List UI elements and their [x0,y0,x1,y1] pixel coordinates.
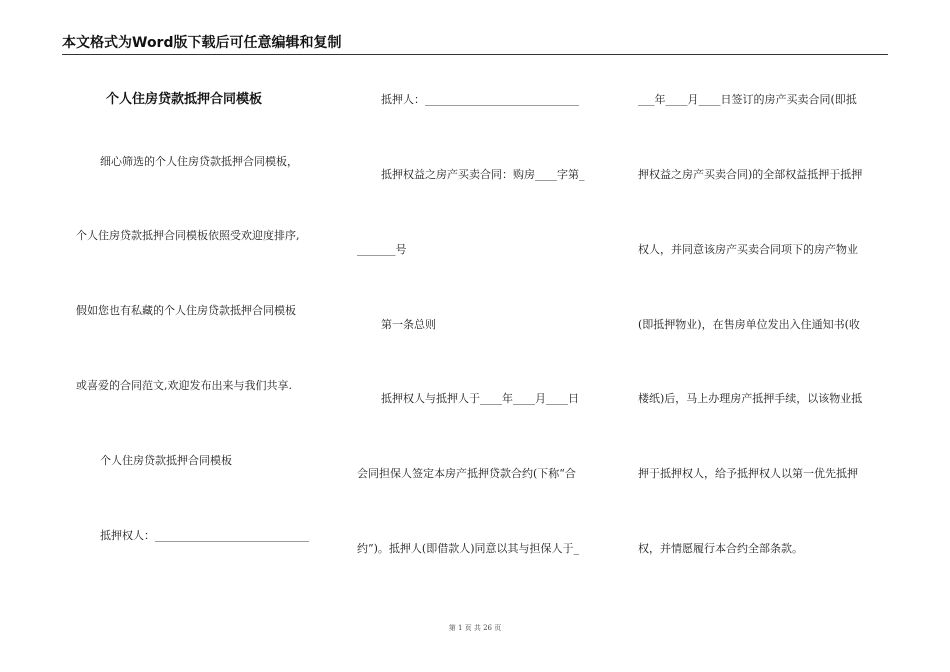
paragraph-line: 权人，并同意该房产买卖合同项下的房产物业 [638,243,858,256]
paragraph-line: 会同担保人签定本房产抵押贷款合约(下称“合 [357,467,576,480]
text-column-3 [638,0,900,620]
document-title: 个人住房贷款抵押合同模板 [106,92,263,107]
header-text: 本文格式为Word版下载后可任意编辑和复制 [62,35,342,51]
paragraph-line: 抵押权人与抵押人于____年____月____日 [381,392,579,405]
paragraph-line: 个人住房贷款抵押合同模板依照受欢迎度排序, [76,229,300,242]
text-column-2 [357,0,619,620]
paragraph-line: 抵押权益之房产买卖合同：购房____字第_ [381,168,585,181]
section-heading: 第一条总则 [381,318,436,331]
paragraph-line: 权，并情愿履行本合约全部条款。 [638,542,803,555]
paragraph-line: 细心筛选的个人住房贷款抵押合同模板， [100,155,298,168]
paragraph-line: 或喜爱的合同范文,欢迎发布出来与我们共享. [76,379,292,392]
page-number-footer: 第 1 页 共 26 页 [448,624,502,632]
mortgagee-line: 抵押权人：____________________________ [100,529,309,542]
mortgagor-line: 抵押人：____________________________ [381,93,579,106]
paragraph-line: 楼纸)后，马上办理房产抵押手续，以该物业抵 [638,392,863,405]
paragraph-line: _______号 [357,243,407,256]
paragraph-line: 假如您也有私藏的个人住房贷款抵押合同模板 [76,304,296,317]
paragraph-line: ___年____月____日签订的房产买卖合同(即抵 [638,93,857,106]
paragraph-line: 押于抵押权人，给予抵押权人以第一优先抵押 [638,467,858,480]
paragraph-line: 约”)。抵押人(即借款人)同意以其与担保人于_ [357,542,579,555]
paragraph-line: (即抵押物业)，在售房单位发出入住通知书(收 [638,318,860,331]
paragraph-line: 押权益之房产买卖合同)的全部权益抵押于抵押 [638,168,863,181]
text-column-1 [76,0,338,620]
section-heading: 个人住房贷款抵押合同模板 [100,454,232,467]
